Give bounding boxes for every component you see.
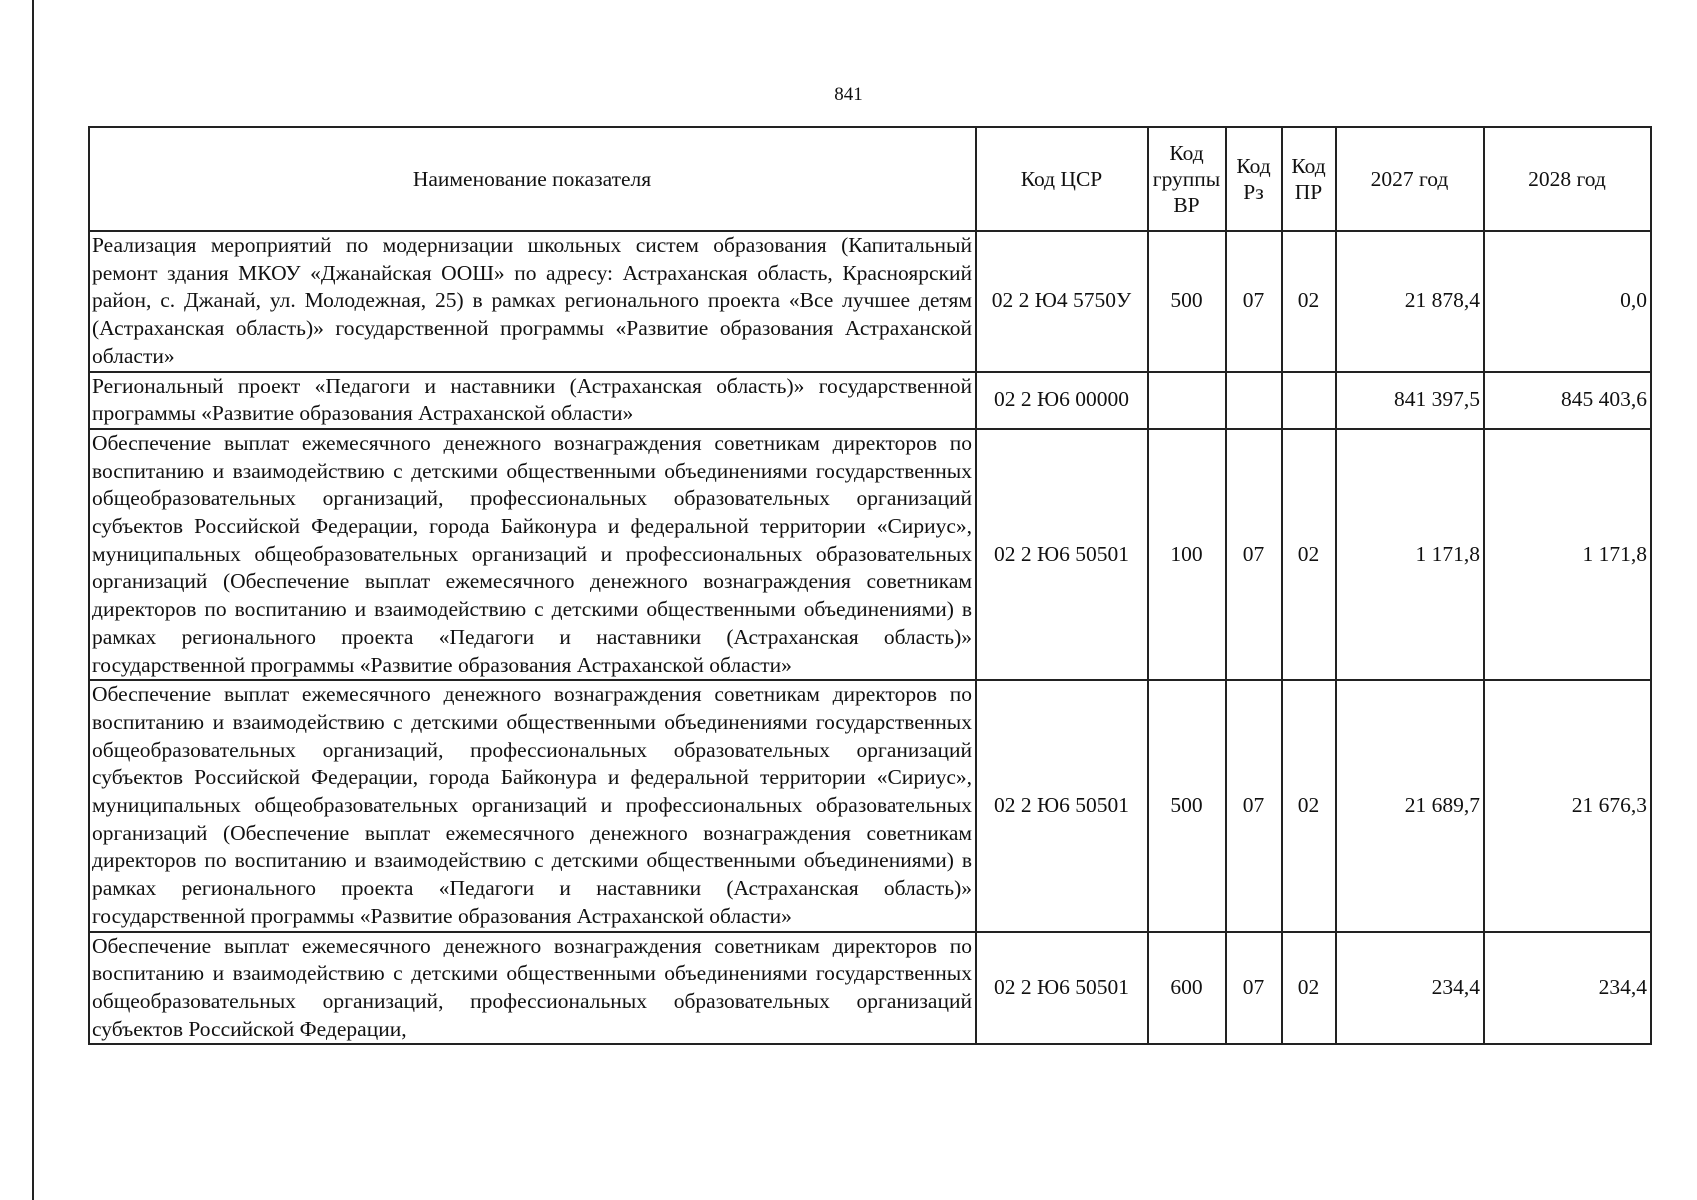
row-pr-code: 02: [1282, 680, 1336, 931]
row-rz-code: 07: [1226, 231, 1282, 372]
row-vr-code: 500: [1148, 680, 1226, 931]
row-amount-2027: 234,4: [1336, 932, 1484, 1045]
row-rz-code: 07: [1226, 429, 1282, 680]
header-rz-code: Код Рз: [1226, 127, 1282, 231]
row-rz-code: 07: [1226, 932, 1282, 1045]
left-margin-rule: [32, 0, 34, 1200]
row-csr-code: 02 2 Ю6 50501: [976, 429, 1148, 680]
header-year-2028: 2028 год: [1484, 127, 1651, 231]
row-csr-code: 02 2 Ю6 50501: [976, 680, 1148, 931]
row-amount-2027: 1 171,8: [1336, 429, 1484, 680]
header-vr-group-code: Код группы ВР: [1148, 127, 1226, 231]
table-row: [89, 429, 1651, 680]
row-vr-code: 500: [1148, 231, 1226, 372]
header-pr-code: Код ПР: [1282, 127, 1336, 231]
row-pr-code: 02: [1282, 231, 1336, 372]
row-name: Реализация мероприятий по модернизации школьных систем образования (Капитальный ремонт здания МКОУ «Джанайская ООШ» по адресу: Астраханская область, Красноярский район, с. Джанай, ул. Молодежная, 25) в рамках регионального проекта «Все лучшее детям (Астраханская область)» государственной программы «Развитие образования Астраханской области»: [89, 231, 976, 372]
row-amount-2028: 0,0: [1484, 231, 1651, 372]
header-year-2027: 2027 год: [1336, 127, 1484, 231]
row-name: Региональный проект «Педагоги и наставники (Астраханская область)» государственной программы «Развитие образования Астраханской области»: [89, 372, 976, 429]
row-amount-2028: 234,4: [1484, 932, 1651, 1045]
row-vr-code: 100: [1148, 429, 1226, 680]
row-csr-code: 02 2 Ю6 00000: [976, 372, 1148, 429]
row-amount-2027: 841 397,5: [1336, 372, 1484, 429]
row-amount-2027: 21 878,4: [1336, 231, 1484, 372]
table-row: [89, 932, 1651, 1045]
row-pr-code: 02: [1282, 429, 1336, 680]
table-body: [89, 231, 1651, 1044]
row-name: Обеспечение выплат ежемесячного денежного вознаграждения советникам директоров по воспитанию и взаимодействию с детскими общественными объединениями государственных общеобразовательных организаций, профессиональных образовательных организаций субъектов Российской Федерации, города Байконура и федеральной территории «Сириус», муниципальных общеобразовательных организаций и профессиональных образовательных организаций (Обеспечение выплат ежемесячного денежного вознаграждения советникам директоров по воспитанию и взаимодействию с детскими общественными объединениями) в рамках регионального проекта «Педагоги и наставники (Астраханская область)» государственной программы «Развитие образования Астраханской области»: [89, 680, 976, 931]
row-pr-code: [1282, 372, 1336, 429]
budget-table: [88, 126, 1652, 1045]
row-name: Обеспечение выплат ежемесячного денежного вознаграждения советникам директоров по воспитанию и взаимодействию с детскими общественными объединениями государственных общеобразовательных организаций, профессиональных образовательных организаций субъектов Российской Федерации,: [89, 932, 976, 1045]
row-rz-code: [1226, 372, 1282, 429]
row-csr-code: 02 2 Ю4 5750У: [976, 231, 1148, 372]
table-header: [89, 127, 1651, 231]
row-amount-2028: 845 403,6: [1484, 372, 1651, 429]
row-amount-2028: 1 171,8: [1484, 429, 1651, 680]
row-csr-code: 02 2 Ю6 50501: [976, 932, 1148, 1045]
header-row: [89, 127, 1651, 231]
row-pr-code: 02: [1282, 932, 1336, 1045]
row-vr-code: 600: [1148, 932, 1226, 1045]
header-name: Наименование показателя: [89, 127, 976, 231]
table-row: [89, 680, 1651, 931]
table-row: [89, 372, 1651, 429]
table-row: [89, 231, 1651, 372]
row-name: Обеспечение выплат ежемесячного денежного вознаграждения советникам директоров по воспитанию и взаимодействию с детскими общественными объединениями государственных общеобразовательных организаций, профессиональных образовательных организаций субъектов Российской Федерации, города Байконура и федеральной территории «Сириус», муниципальных общеобразовательных организаций и профессиональных образовательных организаций (Обеспечение выплат ежемесячного денежного вознаграждения советникам директоров по воспитанию и взаимодействию с детскими общественными объединениями) в рамках регионального проекта «Педагоги и наставники (Астраханская область)» государственной программы «Развитие образования Астраханской области»: [89, 429, 976, 680]
row-amount-2027: 21 689,7: [1336, 680, 1484, 931]
row-vr-code: [1148, 372, 1226, 429]
row-amount-2028: 21 676,3: [1484, 680, 1651, 931]
header-csr-code: Код ЦСР: [976, 127, 1148, 231]
page-number: 841: [834, 84, 863, 105]
row-rz-code: 07: [1226, 680, 1282, 931]
